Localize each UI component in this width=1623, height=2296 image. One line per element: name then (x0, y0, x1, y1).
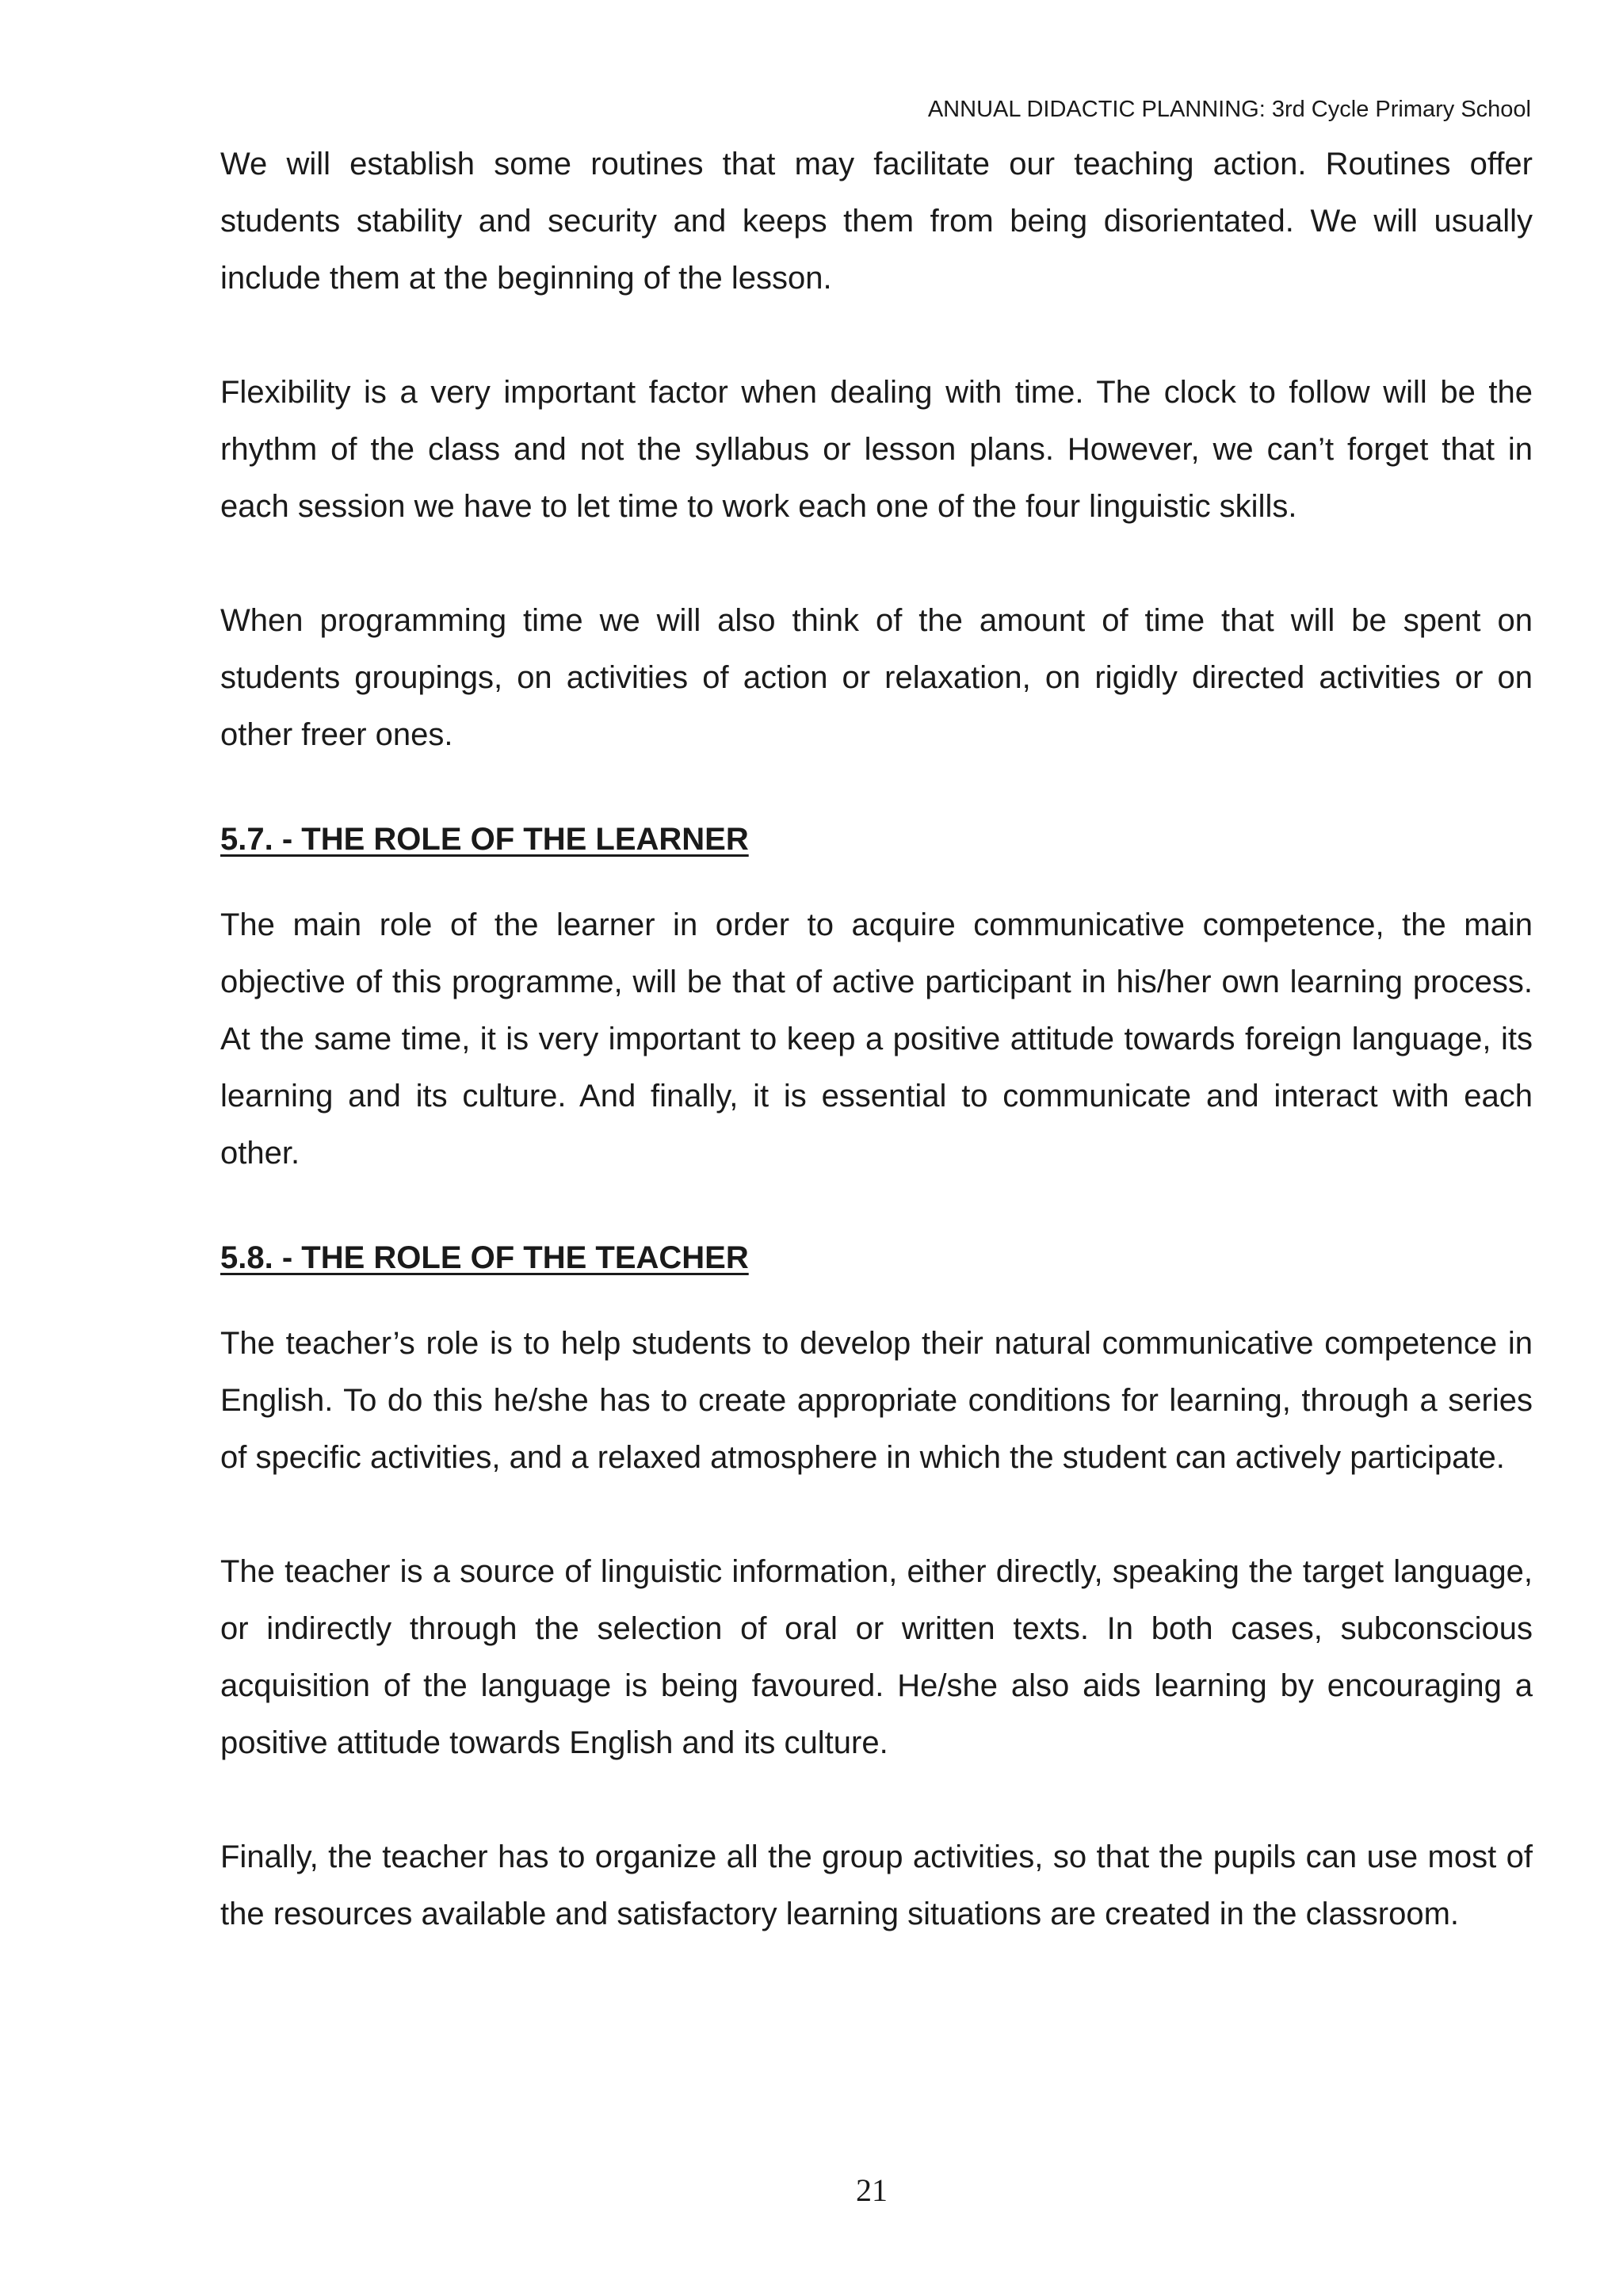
page-number: 21 (856, 2172, 888, 2208)
paragraph-teacher-role: The teacher’s role is to help students to develop their natural communicative competence in English. To do this he/she has to create appropriate conditions for learning, through a series of specific activities, and a relaxed atmosphere in which the student can actively participate. (220, 1326, 1533, 1475)
paragraph-flexibility: Flexibility is a very important factor when dealing with time. The clock to follow will be the rhythm of the class and not the syllabus or lesson plans. However, we can’t forget that in each session we have to let time to work each one of the four linguistic skills. (220, 375, 1533, 524)
page-content (220, 136, 1533, 1943)
section-heading-role-of-teacher: 5.8. - THE ROLE OF THE TEACHER (220, 1240, 749, 1275)
paragraph-programming-time: When programming time we will also think of the amount of time that will be spent on students groupings, on activities of action or relaxation, on rigidly directed activities or on other freer ones. (220, 603, 1533, 752)
paragraph-learner-role: The main role of the learner in order to acquire communicative competence, the main objective of this programme, will be that of active participant in his/her own learning process. At the same time, it is very important to keep a positive attitude towards foreign language, its learning and its culture. And finally, it is essential to communicate and interact with each other. (220, 907, 1533, 1171)
section-heading-role-of-learner: 5.7. - THE ROLE OF THE LEARNER (220, 822, 749, 857)
running-header: ANNUAL DIDACTIC PLANNING: 3rd Cycle Primary School (927, 97, 1531, 122)
paragraph-teacher-organize: Finally, the teacher has to organize all the group activities, so that the pupils can use most of the resources available and satisfactory learning situations are created in the classroom. (220, 1839, 1533, 1931)
paragraph-routines: We will establish some routines that may facilitate our teaching action. Routines offer students stability and security and keeps them from being disorientated. We will usually include them at the beginning of the lesson. (220, 147, 1533, 296)
paragraph-teacher-source: The teacher is a source of linguistic information, either directly, speaking the target language, or indirectly through the selection of oral or written texts. In both cases, subconscious acquisition of the language is being favoured. He/she also aids learning by encouraging a positive attitude towards English and its culture. (220, 1554, 1533, 1760)
